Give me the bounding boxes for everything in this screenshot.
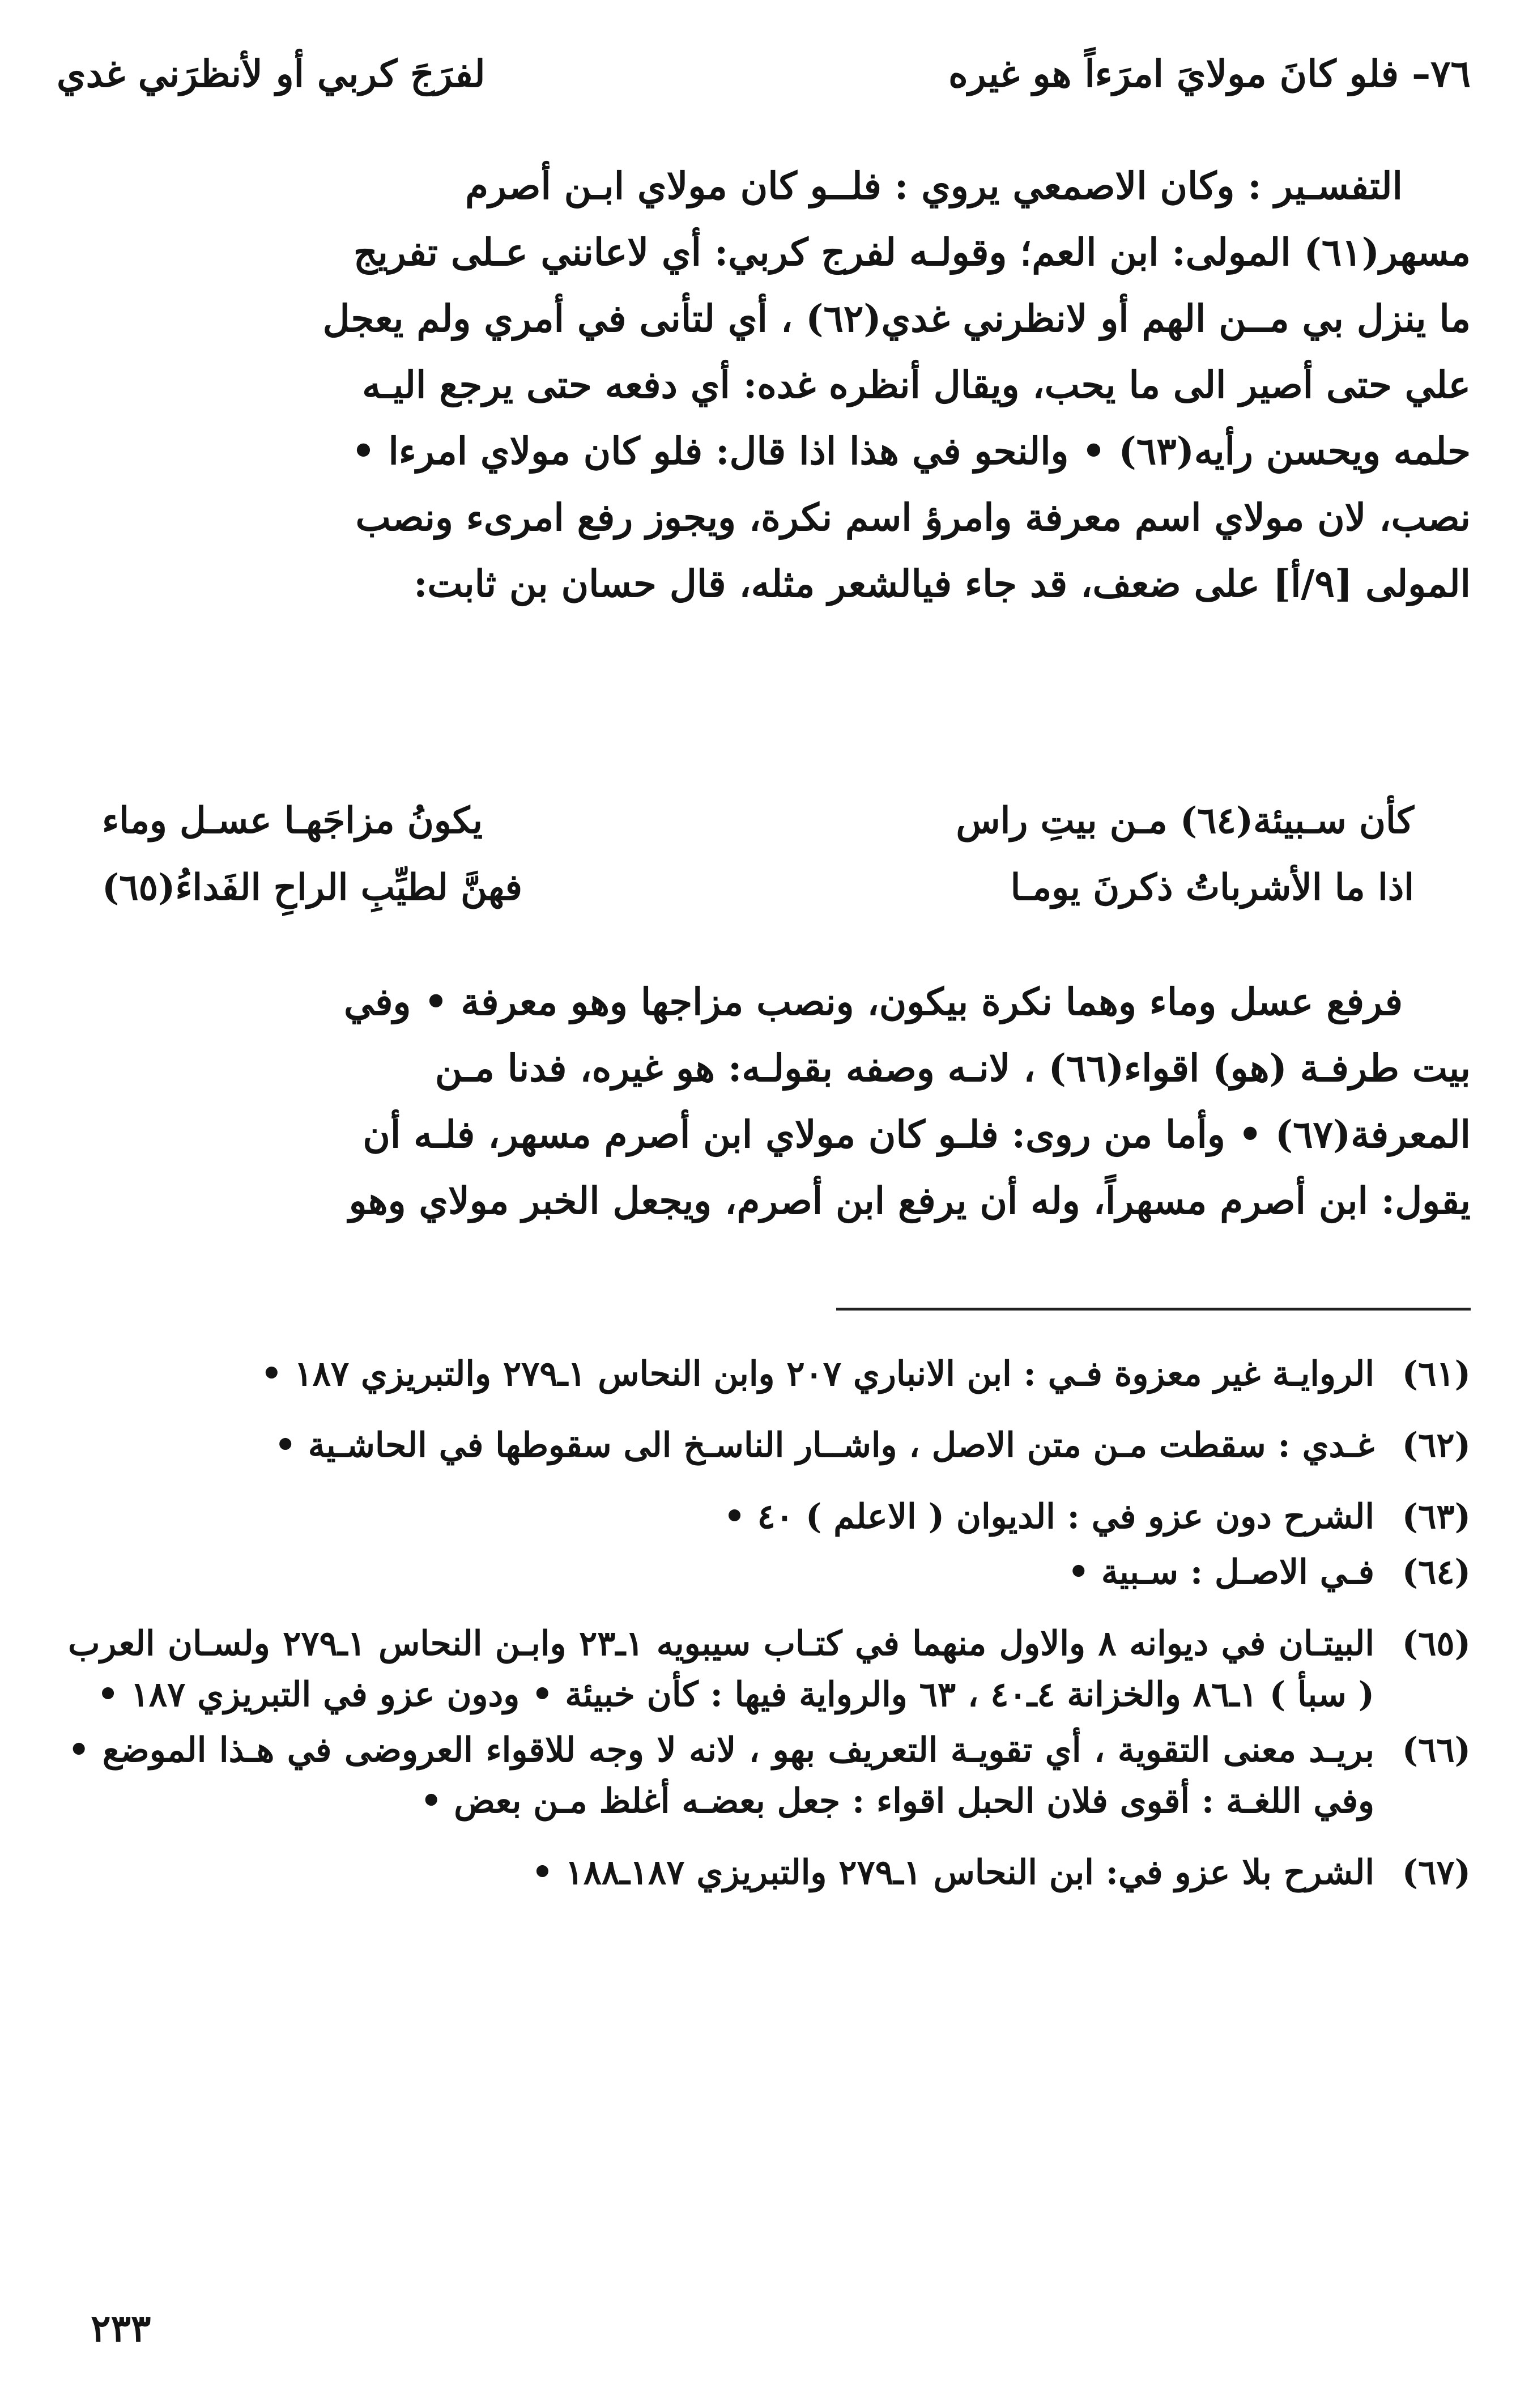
footnote-text: البيتـان في ديوانه ٨ والاول منهما في كتـاب سيبويه ١ـ٢٣ وابـن النحاس ١ـ٢٧٩ ولسـان العرب ( سبأ ) ١ـ٨٦ والخزانة ٤ـ٤٠ ، ٦٣ والرواية فيها : كأن خبيئة • ودون عزو في التبريزي ١٨٧ • [68, 1624, 1375, 1714]
footnote-number: (٦٧) [1402, 1853, 1471, 1892]
poem-second-half: يكونُ مزاجَهـا عسـل وماء [102, 799, 483, 842]
footnote [68, 1491, 1471, 1542]
poem-line [102, 854, 1414, 921]
footnote-text: بريـد معنى التقوية ، أي تقويـة التعريف بهو ، لانه لا وجه للاقواء العروضى في هـذا الموضع • وفي اللغـة : أقوى فلان الحبل اقواء : جعل بعضـه أغلظ مـن بعض • [68, 1730, 1374, 1821]
text-line: ما ينزل بي مــن الهم أو لانظرني غدي(٦٢) ، أي لتأنى في أمري ولم يعجل [322, 296, 1471, 341]
text-line: المولى [٩/أ] على ضعف، قد جاء فيالشعر مثله، قال حسان بن ثابت: [414, 561, 1471, 606]
commentary-paragraph-2 [68, 969, 1471, 1234]
footnote-text: غـدي : سقطت مـن متن الاصل ، واشــار الناسـخ الى سقوطها في الحاشـية • [274, 1426, 1374, 1465]
footnote-text: الروايـة غير معزوة فـي : ابن الانباري ٢٠٧ وابن النحاس ١ـ٢٧٩ والتبريزي ١٨٧ • [261, 1354, 1374, 1394]
text-line: مسهر(٦١) المولى: ابن العم؛ وقولـه لفرج كربي: أي لاعانني عـلى تفريج [353, 230, 1471, 274]
footnote [68, 1547, 1471, 1598]
poem-second-half: فهنَّ لطيِّبِ الراحِ الفَداءُ(٦٥) [102, 866, 522, 909]
footnote-number: (٦٤) [1402, 1552, 1471, 1592]
footnote [68, 1847, 1471, 1898]
page-number: ٢٣٣ [91, 2306, 151, 2350]
text-line: نصب، لان مولاي اسم معرفة وامرؤ اسم نكرة، ويجوز رفع امرىء ونصب [355, 495, 1471, 539]
footnote-number: (٦٦) [1402, 1730, 1471, 1770]
footnote-text: الشرح دون عزو في : الديوان ( الاعلم ) ٤٠ • [723, 1497, 1374, 1537]
poem-first-half: اذا ما الأشرباتُ ذكرنَ يومـا [1010, 866, 1414, 909]
footnote [68, 1348, 1471, 1399]
quoted-poem [102, 788, 1414, 921]
text-line: فرفع عسل وماء وهما نكرة بيكون، ونصب مزاجها وهو معرفة • وفي [343, 980, 1403, 1024]
verse-heading [57, 40, 1471, 108]
text-line: يقول: ابن أصرم مسهراً، وله أن يرفع ابن أصرم، ويجعل الخبر مولاي وهو [348, 1179, 1471, 1223]
footnote-number: (٦١) [1402, 1354, 1471, 1394]
poem-line [102, 788, 1414, 854]
text-line: التفسـير : وكان الاصمعي يروي : فلــو كان مولاي ابـن أصرم [465, 164, 1403, 208]
verse-first-half: ٧٦– فلو كانَ مولايَ امرَءاً هو غيره [948, 52, 1471, 96]
footnote-number: (٦٢) [1402, 1426, 1471, 1465]
text-line: علي حتى أصير الى ما يحب، ويقال أنظره غده: أي دفعه حتى يرجع اليـه [362, 363, 1471, 407]
text-line: المعرفة(٦٧) • وأما من روى: فلـو كان مولاي ابن أصرم مسهر، فلـه أن [363, 1112, 1471, 1156]
footnote [68, 1618, 1471, 1720]
commentary-paragraph-1 [68, 153, 1471, 617]
footnote-number: (٦٥) [1402, 1624, 1471, 1664]
footnote-number: (٦٣) [1402, 1497, 1471, 1537]
footnote [68, 1725, 1471, 1827]
text-line: بيت طرفـة (هو) اقواء(٦٦) ، لانـه وصفه بقولـه: هو غيره، فدنا مـن [435, 1046, 1471, 1090]
footnotes [68, 1348, 1471, 1918]
text-line: حلمه ويحسن رأيه(٦٣) • والنحو في هذا اذا قال: فلو كان مولاي امرءا • [351, 429, 1471, 473]
poem-first-half: كأن سـبيئة(٦٤) مـن بيتِ راس [956, 799, 1414, 842]
footnote [68, 1420, 1471, 1471]
footnote-divider [836, 1308, 1471, 1311]
verse-second-half: لفرَجَ كربي أو لأنظرَني غدي [57, 52, 486, 96]
footnote-text: الشرح بلا عزو في: ابن النحاس ١ـ٢٧٩ والتبريزي ١٨٧ـ١٨٨ • [531, 1853, 1374, 1892]
footnote-text: فـي الاصـل : سـبية • [1067, 1552, 1374, 1592]
